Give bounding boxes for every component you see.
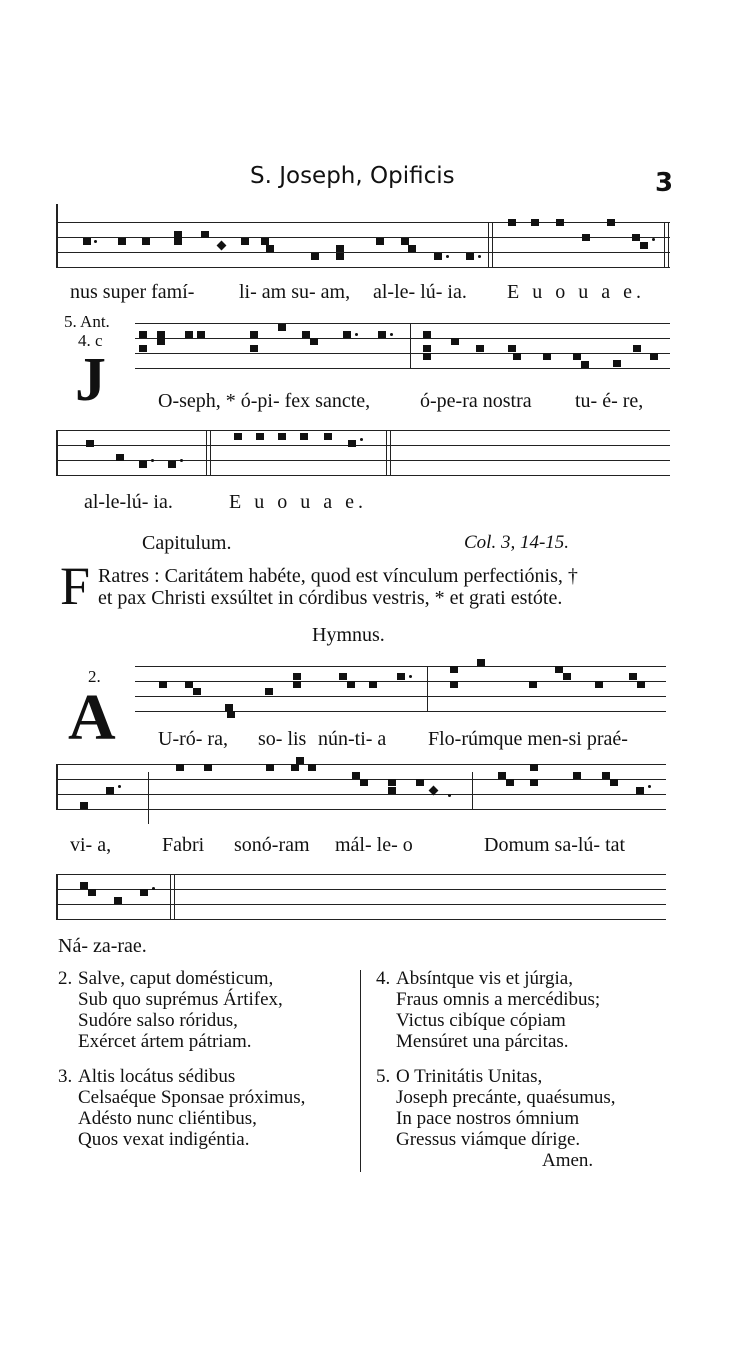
stanza-line: In pace nostros ómnium	[396, 1108, 580, 1129]
lyric-syllables: tu- é- re,	[575, 390, 644, 412]
capitulum-heading: Capitulum.	[142, 532, 232, 554]
chant-staff-2	[135, 321, 670, 383]
lyric-syllables: Fabri	[162, 834, 205, 856]
stanza-line: Gressus viámque dírige.	[396, 1129, 581, 1150]
mode-indicator: 2.	[88, 667, 101, 686]
stanza-line: Sub quo suprémus Ártifex,	[78, 989, 283, 1010]
page-title: S. Joseph, Opificis	[250, 163, 455, 189]
stanza-line: Quos vexat indigéntia.	[78, 1129, 250, 1150]
stanza-number: 2.	[58, 968, 73, 989]
initial-letter: J	[75, 346, 106, 414]
lyric-syllables: Domum sa-lú- tat	[484, 834, 626, 856]
stanza-line: Fraus omnis a mercédibus;	[396, 989, 601, 1010]
stanza-line: Adésto nunc cliéntibus,	[78, 1108, 257, 1129]
lyric-syllables: al-le- lú- ia.	[373, 281, 467, 303]
lyric-syllables: vi- a,	[70, 834, 112, 856]
chant-staff-5	[56, 764, 666, 824]
stanza-line: Salve, caput domésticum,	[78, 968, 274, 989]
scripture-reference: Col. 3, 14-15.	[464, 532, 570, 553]
stanza-line: Sudóre salso róridus,	[78, 1010, 238, 1031]
stanza-number: 4.	[376, 968, 391, 989]
stanza-line: Joseph precánte, quaésumus,	[396, 1087, 616, 1108]
chant-staff-3	[56, 430, 670, 482]
lyric-syllables: ó-pe-ra nostra	[420, 390, 532, 412]
lyric-syllables: nus super famí-	[70, 281, 195, 303]
initial-letter: F	[60, 556, 91, 616]
lyric-syllables: mál- le- o	[335, 834, 413, 856]
hymn-stanza	[58, 968, 283, 1052]
page-number: 3	[655, 168, 674, 198]
mode-indicator: 4. c	[78, 331, 103, 350]
stanza-number: 3.	[58, 1066, 73, 1087]
lyric-syllables: E u o u a e.	[507, 281, 645, 303]
lyric-syllables: U-ró- ra,	[158, 728, 228, 750]
lyric-syllables: so- lis	[258, 728, 307, 750]
capitulum-text-line: et pax Christi exsúltet in córdibus vestris, * et grati estóte.	[98, 587, 563, 609]
antiphon-label: 5. Ant.	[64, 312, 110, 331]
chant-staff-4	[135, 654, 666, 718]
hymn-stanza	[376, 1066, 616, 1171]
initial-letter: A	[68, 681, 116, 754]
chant-staff-1	[56, 204, 670, 268]
stanza-line: Mensúret una párcitas.	[396, 1031, 569, 1052]
stanza-number: 5.	[376, 1066, 391, 1087]
lyric-syllables: sonó-ram	[234, 834, 310, 856]
lyric-syllables: Ná- za-rae.	[58, 935, 147, 957]
lyric-syllables: al-le-lú- ia.	[84, 491, 173, 513]
stanza-line: Victus cibíque cópiam	[396, 1010, 566, 1031]
lyric-syllables: nún-ti- a	[318, 728, 387, 750]
amen-text: Amen.	[542, 1150, 594, 1171]
stanza-line: Celsaéque Sponsae próximus,	[78, 1087, 306, 1108]
stanza-line: Altis locátus sédibus	[78, 1066, 236, 1087]
lyric-syllables: li- am su- am,	[239, 281, 351, 303]
lyric-syllables: O-seph, * ó-pi- fex sancte,	[158, 390, 371, 412]
capitulum-text-line: Ratres : Caritátem habéte, quod est vínculum perfectiónis, †	[98, 565, 578, 587]
lyric-syllables: Flo-rúmque men-si praé-	[428, 728, 628, 750]
column-divider	[360, 970, 361, 1172]
hymn-stanza	[58, 1066, 305, 1150]
lyric-syllables: E u o u a e.	[229, 491, 367, 513]
stanza-line: Absíntque vis et júrgia,	[396, 968, 573, 989]
stanza-line: O Trinitátis Unitas,	[396, 1066, 543, 1087]
hymn-stanza	[376, 968, 600, 1052]
stanza-line: Exércet ártem pátriam.	[78, 1031, 252, 1052]
chant-staff-6	[56, 874, 666, 924]
hymnus-heading: Hymnus.	[312, 624, 385, 646]
